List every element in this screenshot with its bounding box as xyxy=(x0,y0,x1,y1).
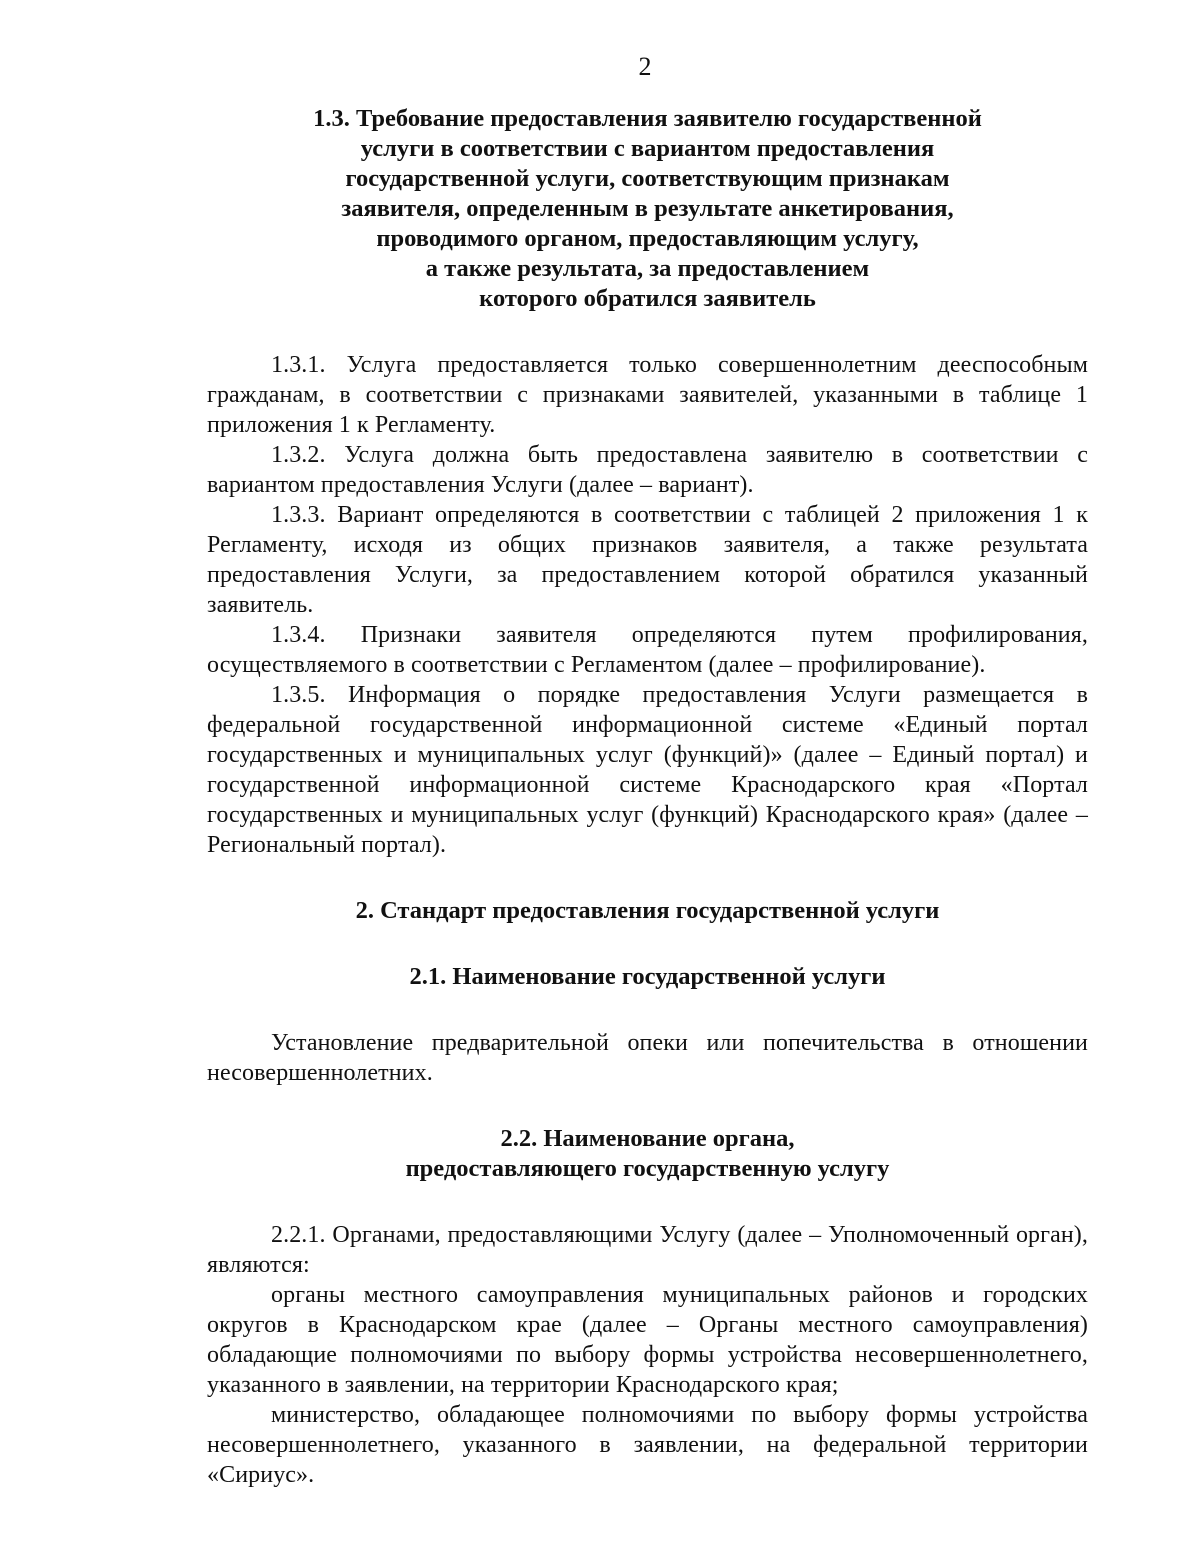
heading-line: предоставляющего государственную услугу xyxy=(405,1155,890,1182)
heading-line: а также результата, за предоставлением xyxy=(425,255,870,282)
paragraph-1-3-4: 1.3.4. Признаки заявителя определяются путем профилирования, осуществляемого в соответствии с Регламентом (далее – профилирование). xyxy=(207,622,1088,678)
heading-line: проводимого органом, предоставляющим услугу, xyxy=(376,225,919,252)
section-2-heading: 2. Стандарт предоставления государственной услуги xyxy=(355,897,940,924)
heading-line: 1.3. Требование предоставления заявителю государственной xyxy=(313,105,982,132)
paragraph-1-3-2: 1.3.2. Услуга должна быть предоставлена заявителю в соответствии с вариантом предоставления Услуги (далее – вариант). xyxy=(207,442,1088,498)
heading-line: заявителя, определенным в результате анкетирования, xyxy=(341,195,954,222)
section-1-3-heading xyxy=(207,104,1088,314)
section-2-1-heading: 2.1. Наименование государственной услуги xyxy=(409,963,886,990)
paragraph-2-2-1: 2.2.1. Органами, предоставляющими Услугу (далее – Уполномоченный орган), являются: xyxy=(207,1222,1088,1278)
paragraph-1-3-3: 1.3.3. Вариант определяются в соответствии с таблицей 2 приложения 1 к Регламенту, исходя из общих признаков заявителя, а также результата предоставления Услуги, за предоставлением которой обратился указанный заявитель. xyxy=(207,502,1088,618)
paragraph-1-3-1: 1.3.1. Услуга предоставляется только совершеннолетним дееспособным гражданам, в соответствии с признаками заявителей, указанными в таблице 1 приложения 1 к Регламенту. xyxy=(207,352,1088,438)
document-body xyxy=(207,104,1088,1490)
heading-line: 2.2. Наименование органа, xyxy=(500,1125,795,1152)
paragraph-2-1: Установление предварительной опеки или попечительства в отношении несовершеннолетних. xyxy=(207,1030,1088,1086)
section-2-2-heading xyxy=(207,1124,1088,1184)
heading-line: государственной услуги, соответствующим признакам xyxy=(345,165,950,192)
heading-line: которого обратился заявитель xyxy=(479,285,816,312)
page-number: 2 xyxy=(638,52,652,81)
paragraph-local-authorities: органы местного самоуправления муниципальных районов и городских округов в Краснодарском крае (далее – Органы местного самоуправления) обладающие полномочиями по выбору формы устройства несовершеннолетнего, указанного в заявлении, на территории Краснодарского края; xyxy=(207,1282,1088,1398)
paragraph-1-3-5: 1.3.5. Информация о порядке предоставления Услуги размещается в федеральной государственной информационной системе «Единый портал государственных и муниципальных услуг (функций)» (далее – Единый портал) и государственной информационной системе Краснодарского края «Портал государственных и муниципальных услуг (функций) Краснодарского края» (далее – Региональный портал). xyxy=(207,682,1088,858)
paragraph-ministry: министерство, обладающее полномочиями по выбору формы устройства несовершеннолетнего, указанного в заявлении, на федеральной территории «Сириус». xyxy=(207,1402,1088,1488)
heading-line: услуги в соответствии с вариантом предоставления xyxy=(360,135,935,162)
